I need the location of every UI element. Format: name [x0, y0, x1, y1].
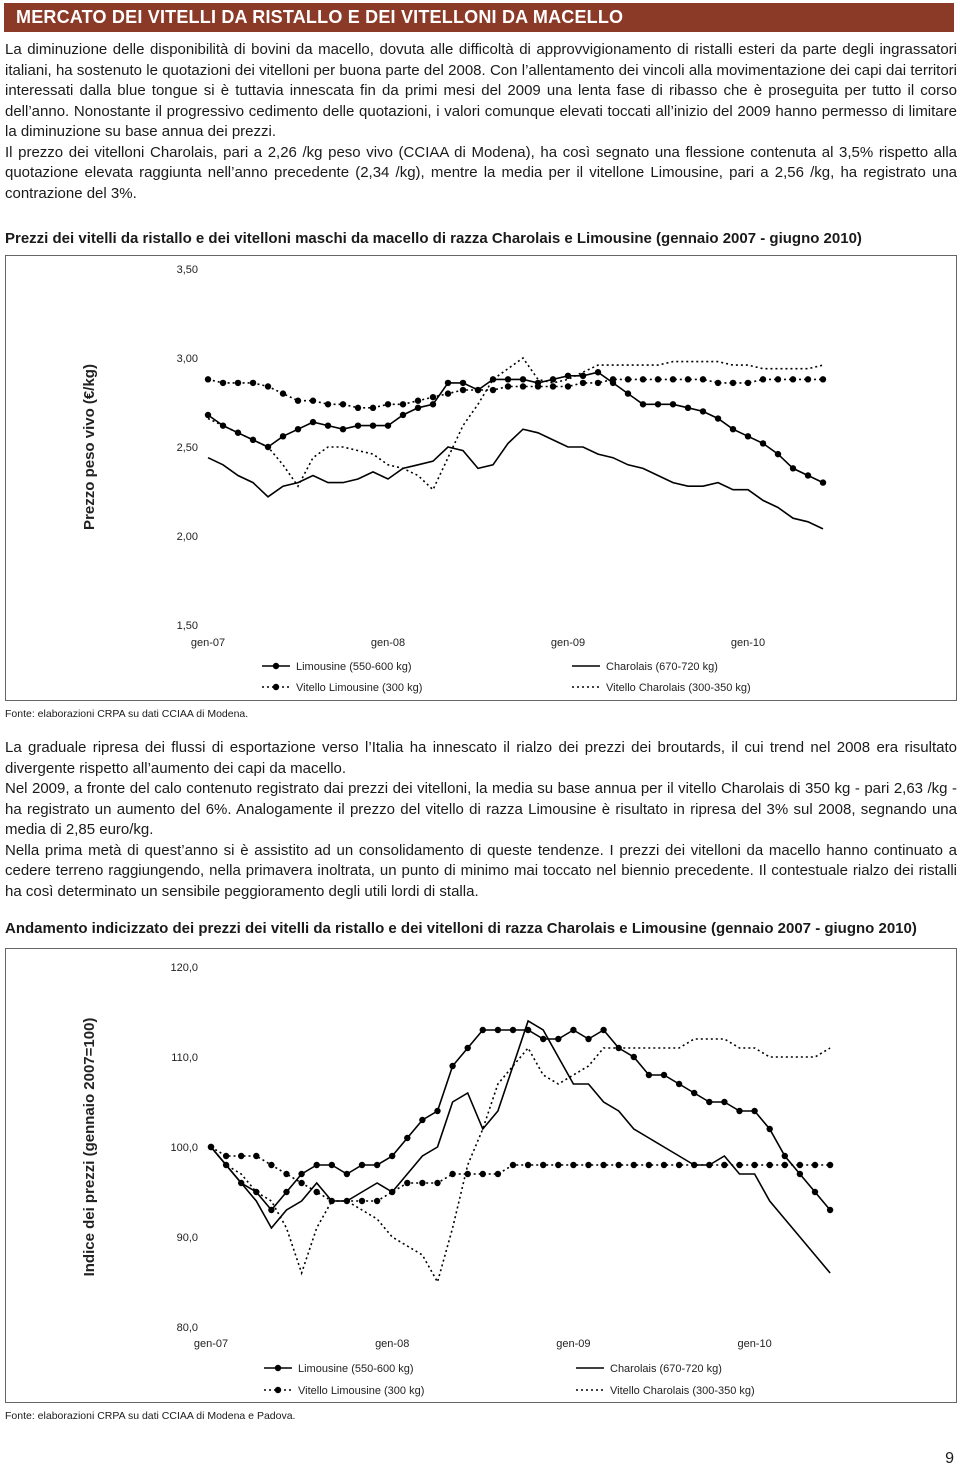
- data-point: [250, 437, 256, 443]
- section-title: MERCATO DEI VITELLI DA RISTALLO E DEI VITELLONI DA MACELLO: [16, 7, 624, 27]
- y-tick-label: 3,00: [176, 353, 198, 365]
- data-point: [745, 433, 751, 439]
- legend-swatch-dot: [273, 684, 279, 690]
- chart1-heading: Prezzi dei vitelli da ristallo e dei vitelloni maschi da macello di razza Charolais e Limousine (gennaio 2007 - giugno 2010): [5, 230, 862, 247]
- data-point: [419, 1117, 425, 1123]
- data-point: [370, 422, 376, 428]
- data-point: [385, 401, 391, 407]
- chart2-frame: [5, 948, 957, 1403]
- data-point: [355, 422, 361, 428]
- legend-swatch-dot: [275, 1365, 281, 1371]
- data-point: [767, 1126, 773, 1132]
- y-tick-label: 3,50: [176, 264, 198, 276]
- data-point: [205, 376, 211, 382]
- data-point: [415, 405, 421, 411]
- chart2-source: Fonte: elaborazioni CRPA su dati CCIAA di Modena e Padova.: [5, 1410, 296, 1422]
- x-tick-label: gen-10: [730, 637, 766, 649]
- chart1-svg: [6, 256, 956, 700]
- data-point: [812, 1162, 818, 1168]
- data-point: [820, 376, 826, 382]
- data-point: [525, 1162, 531, 1168]
- data-point: [340, 401, 346, 407]
- data-point: [751, 1162, 757, 1168]
- data-point: [370, 405, 376, 411]
- data-point: [600, 1027, 606, 1033]
- data-point: [404, 1180, 410, 1186]
- y-tick-label: 2,00: [176, 531, 198, 543]
- data-point: [640, 376, 646, 382]
- data-point: [449, 1063, 455, 1069]
- y-tick-label: 2,50: [176, 442, 198, 454]
- y-tick-label: 120,0: [170, 962, 198, 974]
- data-point: [751, 1108, 757, 1114]
- data-point: [565, 383, 571, 389]
- data-point: [465, 1045, 471, 1051]
- data-point: [430, 401, 436, 407]
- section-banner: [4, 3, 954, 32]
- data-point: [325, 401, 331, 407]
- data-point: [585, 1162, 591, 1168]
- data-point: [580, 373, 586, 379]
- data-point: [220, 380, 226, 386]
- data-point: [691, 1162, 697, 1168]
- data-point: [540, 1036, 546, 1042]
- data-point: [310, 419, 316, 425]
- data-point: [676, 1162, 682, 1168]
- data-point: [355, 405, 361, 411]
- data-point: [676, 1081, 682, 1087]
- data-point: [314, 1189, 320, 1195]
- data-point: [265, 383, 271, 389]
- data-point: [706, 1099, 712, 1105]
- data-point: [374, 1162, 380, 1168]
- data-point: [555, 1036, 561, 1042]
- data-point: [706, 1162, 712, 1168]
- data-point: [760, 376, 766, 382]
- page-number: 9: [945, 1450, 954, 1467]
- legend-label: Vitello Charolais (300-350 kg): [606, 682, 751, 694]
- data-point: [389, 1189, 395, 1195]
- data-point: [685, 405, 691, 411]
- legend-swatch-dot: [273, 663, 279, 669]
- data-point: [670, 376, 676, 382]
- data-point: [268, 1207, 274, 1213]
- data-point: [631, 1054, 637, 1060]
- data-point: [782, 1153, 788, 1159]
- data-point: [520, 376, 526, 382]
- data-point: [205, 412, 211, 418]
- series-line: [211, 1039, 830, 1282]
- data-point: [715, 415, 721, 421]
- data-point: [700, 408, 706, 414]
- chart1-frame: [5, 255, 957, 701]
- data-point: [460, 380, 466, 386]
- data-point: [535, 383, 541, 389]
- legend-label: Vitello Charolais (300-350 kg): [610, 1385, 755, 1397]
- data-point: [827, 1207, 833, 1213]
- data-point: [625, 390, 631, 396]
- data-point: [585, 1036, 591, 1042]
- chart1-source: Fonte: elaborazioni CRPA su dati CCIAA di Modena.: [5, 708, 249, 720]
- data-point: [475, 387, 481, 393]
- data-point: [775, 376, 781, 382]
- data-point: [268, 1162, 274, 1168]
- legend-label: Charolais (670-720 kg): [610, 1363, 722, 1375]
- data-point: [434, 1108, 440, 1114]
- data-point: [400, 412, 406, 418]
- data-point: [616, 1162, 622, 1168]
- data-point: [700, 376, 706, 382]
- data-point: [767, 1162, 773, 1168]
- data-point: [505, 383, 511, 389]
- data-point: [495, 1027, 501, 1033]
- data-point: [510, 1027, 516, 1033]
- legend-label: Limousine (550-600 kg): [298, 1363, 414, 1375]
- data-point: [250, 380, 256, 386]
- data-point: [655, 376, 661, 382]
- data-point: [685, 376, 691, 382]
- data-point: [415, 398, 421, 404]
- data-point: [430, 394, 436, 400]
- data-point: [610, 376, 616, 382]
- data-point: [760, 440, 766, 446]
- data-point: [745, 380, 751, 386]
- y-axis-title: Indice dei prezzi (gennaio 2007=100): [81, 1017, 98, 1277]
- data-point: [595, 380, 601, 386]
- middle-paragraph-3: Nella prima metà di quest’anno si è assistito ad un consolidamento di queste tendenze. I prezzi dei vitelloni da macello hanno continuato a cedere terreno raggiungendo, nella primavera inoltrata, un punto di minimo mai toccato nel biennio precedente. Il contestuale rialzo dei ristalli ha così determinato un sensibile peggioramento degli utili lordi di stalla.: [5, 841, 957, 900]
- intro-paragraph-1: La diminuzione delle disponibilità di bovini da macello, dovuta alle difficoltà di approvvigionamento di ristalli esteri da parte degli ingrassatori italiani, ha sostenuto le quotazioni dei vitelloni per buona parte del 2008. Con l’allentamento dei vincoli alla movimentazione dei capi dai territori interessati dalla blue tongue si è tuttavia innescata fin da primi mesi del 2009 una lenta fase di ribasso che è proseguita per tutto il corso dell’anno. Nonostante il progressivo cedimento delle quotazioni, i valori comunque elevati toccati all’inizio del 2009 hanno permesso di limitare la diminuzione su base annua dei prezzi.: [5, 41, 957, 140]
- data-point: [460, 387, 466, 393]
- x-tick-label: gen-07: [190, 637, 226, 649]
- x-tick-label: gen-10: [737, 1338, 772, 1350]
- x-tick-label: gen-09: [556, 1338, 591, 1350]
- data-point: [480, 1171, 486, 1177]
- data-point: [400, 401, 406, 407]
- x-tick-label: gen-07: [193, 1338, 229, 1350]
- data-point: [283, 1171, 289, 1177]
- series-line: [211, 1021, 830, 1273]
- chart2-svg: [6, 949, 956, 1402]
- data-point: [235, 380, 241, 386]
- legend-label: Vitello Limousine (300 kg): [296, 682, 423, 694]
- data-point: [419, 1180, 425, 1186]
- data-point: [797, 1162, 803, 1168]
- data-point: [434, 1180, 440, 1186]
- legend-label: Limousine (550-600 kg): [296, 661, 412, 673]
- data-point: [797, 1171, 803, 1177]
- data-point: [555, 1162, 561, 1168]
- x-tick-label: gen-08: [370, 637, 406, 649]
- data-point: [691, 1090, 697, 1096]
- data-point: [325, 422, 331, 428]
- data-point: [389, 1153, 395, 1159]
- data-point: [600, 1162, 606, 1168]
- data-point: [404, 1135, 410, 1141]
- data-point: [445, 380, 451, 386]
- data-point: [715, 380, 721, 386]
- data-point: [359, 1162, 365, 1168]
- intro-text: [5, 40, 957, 204]
- data-point: [805, 472, 811, 478]
- data-point: [646, 1072, 652, 1078]
- data-point: [280, 433, 286, 439]
- data-point: [631, 1162, 637, 1168]
- y-tick-label: 80,0: [176, 1322, 198, 1334]
- data-point: [310, 398, 316, 404]
- data-point: [721, 1099, 727, 1105]
- y-tick-label: 100,0: [170, 1142, 198, 1154]
- data-point: [790, 376, 796, 382]
- data-point: [625, 376, 631, 382]
- legend-label: Vitello Limousine (300 kg): [298, 1385, 425, 1397]
- data-point: [235, 430, 241, 436]
- data-point: [640, 401, 646, 407]
- data-point: [790, 465, 796, 471]
- data-point: [595, 369, 601, 375]
- data-point: [495, 1171, 501, 1177]
- legend-label: Charolais (670-720 kg): [606, 661, 718, 673]
- data-point: [646, 1162, 652, 1168]
- y-tick-label: 90,0: [176, 1232, 198, 1244]
- data-point: [520, 383, 526, 389]
- data-point: [280, 390, 286, 396]
- data-point: [721, 1162, 727, 1168]
- data-point: [655, 401, 661, 407]
- y-tick-label: 1,50: [176, 620, 198, 632]
- middle-text: [5, 738, 957, 902]
- data-point: [736, 1108, 742, 1114]
- data-point: [359, 1198, 365, 1204]
- data-point: [298, 1171, 304, 1177]
- data-point: [340, 426, 346, 432]
- y-tick-label: 110,0: [171, 1052, 198, 1064]
- data-point: [540, 1162, 546, 1168]
- data-point: [805, 376, 811, 382]
- data-point: [775, 451, 781, 457]
- data-point: [820, 479, 826, 485]
- data-point: [661, 1072, 667, 1078]
- data-point: [374, 1198, 380, 1204]
- data-point: [223, 1153, 229, 1159]
- data-point: [736, 1162, 742, 1168]
- x-tick-label: gen-09: [550, 637, 586, 649]
- data-point: [550, 383, 556, 389]
- data-point: [480, 1027, 486, 1033]
- data-point: [283, 1189, 289, 1195]
- data-point: [490, 387, 496, 393]
- data-point: [449, 1171, 455, 1177]
- data-point: [812, 1189, 818, 1195]
- data-point: [827, 1162, 833, 1168]
- series-line: [208, 429, 823, 529]
- data-point: [580, 380, 586, 386]
- data-point: [238, 1153, 244, 1159]
- middle-paragraph-1: La graduale ripresa dei flussi di esportazione verso l’Italia ha innescato il rialzo dei prezzi dei broutards, il cui trend nel 2008 era risultato divergente rispetto all’aumento dei capi da macello.: [5, 739, 957, 777]
- y-axis-title: Prezzo peso vivo (€/kg): [81, 364, 98, 530]
- series-line: [208, 358, 823, 490]
- data-point: [385, 422, 391, 428]
- data-point: [730, 426, 736, 432]
- data-point: [570, 1162, 576, 1168]
- middle-paragraph-2: Nel 2009, a fronte del calo contenuto registrato dai prezzi dei vitelloni, la media su base annua per il vitello Charolais di 350 kg - pari 2,63 /kg - ha registrato un aumento del 6%. Analogamente il prezzo del vitello di razza Limousine è risultato in ripresa del 3% sul 2008, segnando una media di 2,85 euro/kg.: [5, 780, 957, 838]
- data-point: [782, 1162, 788, 1168]
- data-point: [344, 1171, 350, 1177]
- data-point: [295, 426, 301, 432]
- data-point: [314, 1162, 320, 1168]
- data-point: [329, 1162, 335, 1168]
- data-point: [445, 390, 451, 396]
- data-point: [298, 1180, 304, 1186]
- data-point: [505, 376, 511, 382]
- legend-swatch-dot: [275, 1387, 281, 1393]
- data-point: [295, 398, 301, 404]
- data-point: [670, 401, 676, 407]
- data-point: [730, 380, 736, 386]
- data-point: [661, 1162, 667, 1168]
- intro-paragraph-2: Il prezzo dei vitelloni Charolais, pari a 2,26 /kg peso vivo (CCIAA di Modena), ha così segnato una flessione contenuta al 3,5% rispetto alla quotazione elevata raggiunta nell’anno precedente (2,34 /kg), mentre la media per il vitellone Limousine, pari a 2,56 /kg, ha registrato una contrazione del 3%.: [5, 143, 957, 202]
- chart2-heading: Andamento indicizzato dei prezzi dei vitelli da ristallo e dei vitelloni di razza Charolais e Limousine (gennaio 2007 - giugno 2010): [5, 920, 917, 937]
- data-point: [570, 1027, 576, 1033]
- data-point: [253, 1153, 259, 1159]
- data-point: [510, 1162, 516, 1168]
- x-tick-label: gen-08: [375, 1338, 410, 1350]
